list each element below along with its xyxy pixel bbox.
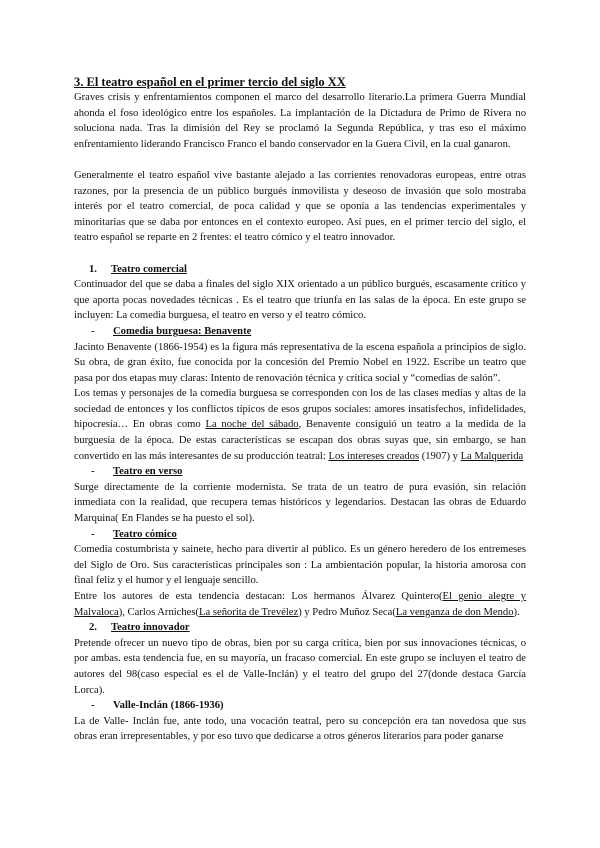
paragraph-teatro-comico-2: Entre los autores de esta tendencia destacan: Los hermanos Álvarez Quintero(El genio alegre y Malvaloca), Carlos Arniches(La señorita de Trevélez) y Pedro Muñoz Seca(La venganza de don Mendo). bbox=[74, 591, 526, 618]
work-title: La noche del sábado bbox=[205, 419, 299, 431]
section-heading-teatro-comercial: 1. Teatro comercial bbox=[89, 263, 187, 275]
subheading-comedia-burguesa: - Comedia burguesa: Benavente bbox=[91, 325, 252, 337]
work-title: La venganza de don Mendo bbox=[395, 606, 514, 618]
page-title: 3. El teatro español en el primer tercio del siglo XX bbox=[74, 75, 346, 89]
work-title: El genio alegre y Malvaloca bbox=[74, 591, 526, 618]
section-heading-teatro-innovador: 2. Teatro innovador bbox=[89, 622, 190, 634]
intro-paragraph-1: Graves crisis y enfrentamientos componen el marco del desarrollo literario.La primera Guerra Mundial ahonda el foso ideológico entre los españoles. La implantación de la Dictadura de Primo de Rivera no soluciona nada. Tras la dimisión del Rey se proclamó la Segunda República, y tras eso el máximo enfrentamiento liderando Francisco Franco el bando conservador en la Guera Civil, en la cual ganaron. bbox=[74, 92, 526, 150]
document-page bbox=[74, 74, 526, 745]
section-text-teatro-innovador: Pretende ofrecer un nuevo tipo de obras, bien por su carga crítica, bien por sus innovaciones técnicas, o por ambas. esta tendencia fue, en su mayoría, un fracaso comercial. En este grupo se incluyen el teatro de autores del 98(caso especial es el de Valle-Inclán) y el teatro del grupo del 27(donde destaca García Lorca). bbox=[74, 637, 526, 696]
paragraph-teatro-comico-1: Comedia costumbrista y sainete, hecho para divertir al público. Es un género heredero de los entremeses del Siglo de Oro. Sus características principales son : La ambientación popular, la historia amorosa con final feliz y el humor y el lenguaje sencillo. bbox=[74, 544, 526, 587]
subheading-teatro-comico: - Teatro cómico bbox=[91, 528, 177, 540]
paragraph-benavente-2: Los temas y personajes de la comedia burguesa se corresponden con los de las clases medias y altas de la sociedad de entonces y los conflictos típicos de esos grupos sociales: amores insatisfechos, infidelidades, hipocresía… En obras como La noche del sábado, Benavente consiguió un teatro a la medida de la burguesía de la época. De estas características se escapan dos obras suyas que, sin embargo, se han convertido en las más interesantes de su producción teatral: Los intereses creados (1907) y La Malquerida bbox=[74, 388, 526, 462]
paragraph-benavente-1: Jacinto Benavente (1866-1954) es la figura más representativa de la escena española a principios de siglo. Su obra, de gran éxito, fue conocida por la concesión del Premio Nobel en 1922. Escribe un teatro que pasa por dos etapas muy claras: Intento de renovación técnica y crítica social y “comedias de salón”. bbox=[74, 341, 526, 384]
intro-paragraph-2: Generalmente el teatro español vive bastante alejado a las corrientes renovadoras europeas, entre otras razones, por la presencia de un público burgués inmovilista y deseoso de invasión que solo mostraba interés por el teatro comercial, de poca calidad y que se oponía a las tendencias experimentales y minoritarias que se daba por entonces en el contexto europeo. Así pues, en el primer tercio del siglo, el teatro español se reparte en 2 frentes: el teatro cómico y el teatro innovador. bbox=[74, 169, 526, 244]
work-title: Los intereses creados bbox=[328, 450, 420, 462]
section-text-teatro-comercial: Continuador del que se daba a finales del siglo XIX orientado a un público burgués, escasamente crítico y que aporta pocas novedades técnicas . Es el teatro que triunfa en las salas de la época. En este grupo se incluyen: La comedia burguesa, el teatro en verso y el teatro cómico. bbox=[74, 279, 526, 322]
subheading-teatro-en-verso: - Teatro en verso bbox=[91, 466, 183, 478]
paragraph-teatro-en-verso: Surge directamente de la corriente modernista. Se trata de un teatro de pura evasión, sin relación inmediata con la realidad, que recupera temas históricos y legendarios. Destacan las obras de Eduardo Marquina( En Flandes se ha puesto el sol). bbox=[74, 481, 526, 525]
paragraph-valle-inclan: La de Valle- Inclán fue, ante todo, una vocación teatral, pero su concepción era tan novedosa que sus obras eran irrepresentables, y por eso tuvo que dedicarse a otros géneros literarios para poder ganarse bbox=[74, 715, 526, 743]
subheading-valle-inclan: - Valle-Inclán (1866-1936) bbox=[91, 700, 224, 712]
work-title: La Malquerida bbox=[460, 450, 524, 462]
work-title: La señorita de Trevélez bbox=[199, 606, 299, 618]
